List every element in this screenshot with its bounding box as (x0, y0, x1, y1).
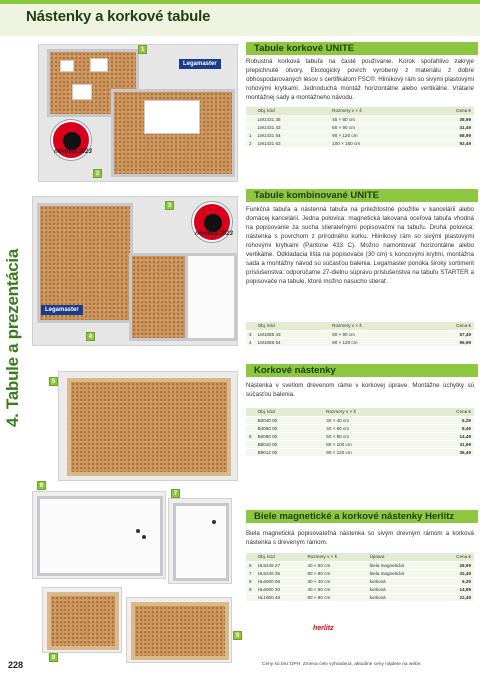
section-header-cork-noticeboards (246, 364, 478, 377)
col-header: Cena € (418, 408, 474, 416)
white-magnetic-board-small-image (173, 503, 229, 581)
section-header-herlitz (246, 510, 478, 523)
table-row: B9012 00 90 × 120 cm 36,49 (246, 448, 474, 456)
image-number-5: 5 (49, 377, 58, 386)
section-description: Nástenka v svetlom drevenom ráme v korkovej úprave. Montážne úchytky sú súčasťou balenia. (246, 382, 474, 398)
table-row: B0040 00 30 × 40 cm 6,29 (246, 416, 474, 424)
magnet-dot (212, 520, 216, 524)
section-description: Biela magnetická popisovateľná nástenka so sivým drevným rámom a korková nástenka s dreveným rámom. (246, 530, 474, 546)
section-title: Korkové nástenky (254, 365, 336, 376)
spec-table-herlitz (246, 553, 474, 602)
herlitz-logo: herlitz (313, 625, 334, 632)
spec-table-cork-noticeboards (246, 408, 474, 457)
pinned-note (60, 60, 74, 72)
magnet-dot (142, 535, 146, 539)
herlitz-cork-board-small-image (47, 592, 119, 650)
col-header: Obj. kód (255, 322, 330, 330)
table-header-row (246, 553, 474, 561)
header-accent-stripe (0, 0, 480, 4)
page-title: Nástenky a korkové tabule (26, 8, 211, 25)
product-image-herlitz-white-large (32, 491, 166, 579)
image-number-6: 6 (37, 481, 46, 490)
table-row: 8 HL6000 06 30 × 40 cm korková 9,29 (246, 577, 474, 585)
section-header-cork-unite (246, 42, 478, 55)
table-header-row (246, 408, 474, 416)
pinned-note (90, 58, 108, 72)
table-header-row (246, 107, 474, 115)
combi-board-large-cork-image (129, 253, 189, 341)
col-header: Obj. kód (255, 553, 305, 561)
table-row: 3 LM1086 43 60 × 90 cm 57,49 (246, 330, 474, 338)
legamaster-logo: Legamaster (179, 59, 221, 69)
spec-table-cork-unite (246, 107, 474, 148)
col-header: Rozmery v × š (304, 553, 366, 561)
table-row: 2 LM1431 63 100 × 150 cm 92,49 (246, 139, 474, 147)
table-row: B4060 00 40 × 60 cm 8,49 (246, 424, 474, 432)
chapter-label (0, 249, 26, 427)
image-number-9: 9 (233, 631, 242, 640)
table-row: HL1600 48 60 × 80 cm korková 22,49 (246, 593, 474, 601)
image-number-4: 4 (86, 332, 95, 341)
herlitz-cork-board-large-image (131, 602, 229, 660)
table-row: 9 HL6000 30 40 × 60 cm korková 14,99 (246, 585, 474, 593)
col-header: Cena € (438, 553, 475, 561)
pinned-chart-sheet (144, 100, 200, 134)
novinka-badge-icon (192, 202, 232, 242)
col-header: Cena € (420, 322, 474, 330)
page-number: 228 (8, 660, 24, 670)
image-number-1: 1 (138, 45, 147, 54)
image-number-7: 7 (171, 489, 180, 498)
table-row: 6 HL5246 27 40 × 60 cm biela magnetická 28,99 (246, 561, 474, 569)
table-row: 7 HL5246 35 60 × 80 cm biela magnetická 32,49 (246, 569, 474, 577)
col-header: Rozmery v × š (329, 322, 420, 330)
price-footnote: Ceny sú bez DPH. Zmena cien vyhradená, aktuálne ceny nájdete na webe. (262, 662, 422, 667)
magnet-dot (136, 529, 140, 533)
legamaster-logo: Legamaster (41, 305, 83, 315)
section-title: Biele magnetické a korkové nástenky Herlitz (254, 511, 455, 522)
image-number-2: 2 (93, 169, 102, 178)
col-header: Úprava (367, 553, 438, 561)
cork-board-large-image (111, 89, 235, 177)
chapter-label-text: 4. Tabule a prezentácia (3, 249, 22, 427)
section-header-combi-unite (246, 189, 478, 202)
badge-text: novinka 2023 (195, 231, 233, 237)
table-row: LM1431 35 45 × 60 cm 38,99 (246, 115, 474, 123)
image-number-3: 3 (165, 201, 174, 210)
product-image-herlitz-cork-large (126, 597, 232, 663)
table-header-row (246, 322, 474, 330)
badge-text: novinka 2023 (54, 149, 92, 155)
table-row: 5 B6090 00 60 × 90 cm 14,49 (246, 432, 474, 440)
product-image-cork-noticeboard (58, 371, 238, 481)
image-number-8: 8 (49, 653, 58, 662)
white-magnetic-board-image (37, 496, 163, 576)
table-row: 4 LM1086 54 90 × 120 cm 96,99 (246, 338, 474, 346)
cork-noticeboard-image (67, 378, 231, 476)
product-image-herlitz-white-small (168, 498, 232, 584)
col-header: Obj. kód (255, 408, 324, 416)
pinned-note (72, 84, 92, 100)
col-header: Rozmery v × š (323, 408, 418, 416)
section-title: Tabule kombinované UNITE (254, 190, 379, 201)
product-image-herlitz-cork-small (42, 587, 122, 653)
section-title: Tabule korkové UNITE (254, 43, 355, 54)
spec-table-combi-unite (246, 322, 474, 347)
col-header: Cena € (420, 107, 474, 115)
novinka-badge-icon (51, 120, 91, 160)
combi-board-white-half-image (185, 253, 237, 341)
product-image-cork-unite (38, 44, 238, 182)
section-description: Funkčná tabuľa a nástenná tabuľa na príležitostné použitie v kancelárii alebo domácej kancelárii. Jedna polovica: magnetická lakovaná oceľová tabuľa vhodná na popisovanie za sucha stierateľnými popisovačmi na tabuľu. Druhá polovica: nástenka s povrchom z prírodného korku. Hliníkový rám so sivými plastovými rohovými krytkami (Pantone 433 C). Možno namontovať horizontálne alebo vertikálne. Odkladacia lišta na popisovače (30 cm) s koncovými krytmi, montážna sada a montážny návod sú súčasťou balenia. Legamaster ponúka široký sortiment príslušenstva: odporúčame 27-dielnu súpravu príslušenstva na tabuľu STARTER a popisovače na tabule, ktoré možno nasucho stierať. (246, 206, 474, 285)
col-header: Rozmery v × š (329, 107, 420, 115)
table-row: 1 LM1431 54 90 × 120 cm 68,99 (246, 131, 474, 139)
col-header: Obj. kód (255, 107, 330, 115)
table-row: LM1431 43 60 × 90 cm 41,49 (246, 123, 474, 131)
section-description: Robustná korková tabuľa na časté používanie. Korok spoľahlivo zakryje prepichnuté otvory. Ekologický povrch vyrobený z materiálu z dobre obhospodarovaných lesov s certifikátom FSC®. Hliníkový rám so sivými plastovými rohovými krytkami. Jednoduchá montáž horizontálne alebo vertikálne. Vrátane montážnej sady a montážneho návodu. (246, 58, 474, 101)
table-row: B8010 00 80 × 100 cm 31,99 (246, 440, 474, 448)
